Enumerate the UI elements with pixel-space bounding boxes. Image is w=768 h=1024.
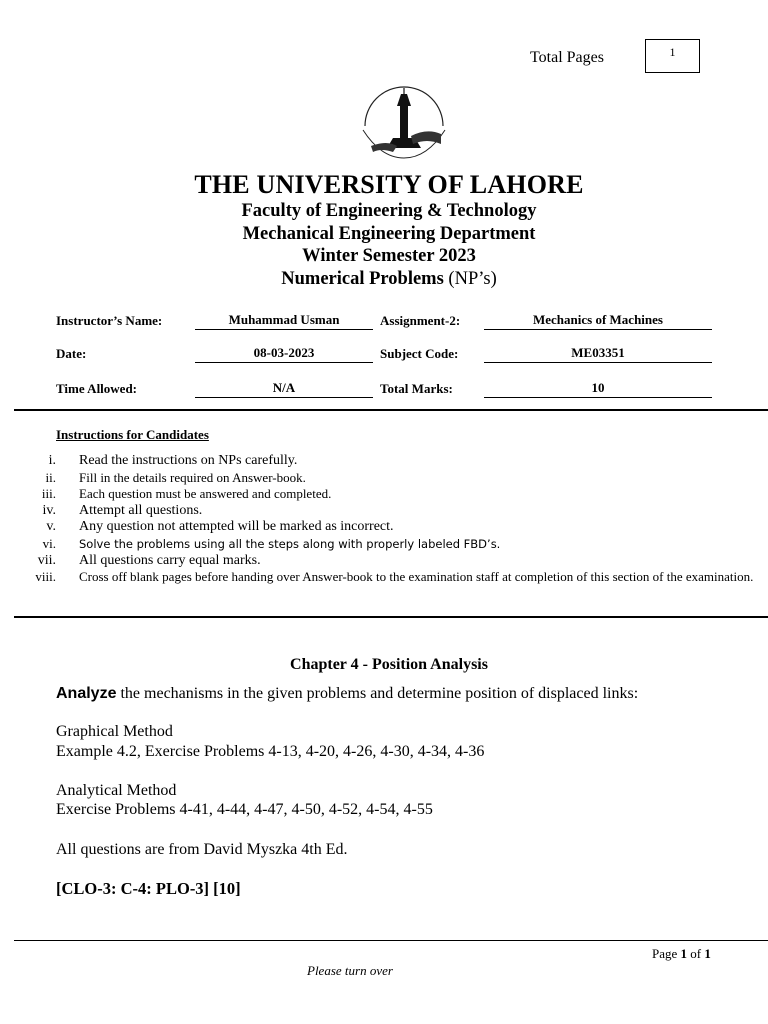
instruction-item xyxy=(28,453,768,470)
graphical-method-problems: Example 4.2, Exercise Problems 4-13, 4-20, 4-26, 4-30, 4-34, 4-36 xyxy=(56,743,485,760)
instruction-number: vi. xyxy=(42,535,56,551)
analytical-method-title: Analytical Method xyxy=(56,782,177,799)
instruction-item xyxy=(28,503,768,520)
time-allowed-label: Time Allowed: xyxy=(56,381,138,396)
source-note: All questions are from David Myszka 4th Ed. xyxy=(56,841,348,858)
document-type xyxy=(0,269,768,290)
instruction-text: Fill in the details required on Answer-book. xyxy=(79,469,306,485)
instruction-item xyxy=(28,470,768,487)
divider-footer xyxy=(14,940,768,941)
instruction-number: iii. xyxy=(41,486,56,502)
document-type-abbr: (NP’s) xyxy=(448,269,497,289)
instruction-number: iv. xyxy=(42,502,56,518)
chapter-title: Chapter 4 - Position Analysis xyxy=(290,656,488,673)
page-current: 1 xyxy=(680,946,688,961)
instruction-text: Cross off blank pages before handing over Answer-book to the examination staff at completion of this section of the examination. xyxy=(79,569,754,585)
subject-code-value: ME03351 xyxy=(484,345,712,363)
instructions-list xyxy=(28,453,768,601)
page-total: 1 xyxy=(704,946,711,961)
document-type-label: Numerical Problems xyxy=(281,269,444,289)
instruction-text: Any question not attempted will be marked as incorrect. xyxy=(79,519,394,535)
clo-mapping: [CLO-3: C-4: PLO-3] [10] xyxy=(56,879,241,898)
analyze-instruction xyxy=(56,685,638,703)
divider-top xyxy=(14,409,768,411)
instruction-item xyxy=(28,519,768,536)
instruction-item xyxy=(28,569,768,601)
please-turn-over: Please turn over xyxy=(307,963,393,978)
instruction-text: Each question must be answered and completed. xyxy=(79,486,332,502)
university-logo xyxy=(361,86,447,160)
analytical-method-problems: Exercise Problems 4-41, 4-44, 4-47, 4-50, 4-52, 4-54, 4-55 xyxy=(56,801,433,818)
instruction-number: vii. xyxy=(37,552,56,568)
faculty-name: Faculty of Engineering & Technology xyxy=(241,201,537,221)
instruction-text: Solve the problems using all the steps along with properly labeled FBD’s. xyxy=(79,536,501,551)
instructions-heading: Instructions for Candidates xyxy=(56,427,209,442)
subject-code-label: Subject Code: xyxy=(380,346,459,361)
total-pages-label: Total Pages xyxy=(530,49,604,66)
university-name: THE UNIVERSITY OF LAHORE xyxy=(194,170,584,199)
graphical-method-title: Graphical Method xyxy=(56,723,173,740)
assignment-value: Mechanics of Machines xyxy=(484,312,712,330)
page-of: of xyxy=(687,946,705,961)
instruction-text: All questions carry equal marks. xyxy=(79,552,261,568)
time-allowed-value: N/A xyxy=(195,380,373,398)
department-name: Mechanical Engineering Department xyxy=(242,224,536,244)
instruction-number: viii. xyxy=(35,569,56,585)
instruction-item xyxy=(28,553,768,570)
instructor-value: Muhammad Usman xyxy=(195,312,373,330)
instruction-item xyxy=(28,536,768,553)
instructor-label: Instructor’s Name: xyxy=(56,313,163,328)
total-pages-box: 1 xyxy=(645,39,700,73)
total-marks-label: Total Marks: xyxy=(380,381,453,396)
instruction-number: ii. xyxy=(45,469,56,485)
divider-middle xyxy=(14,616,768,618)
instruction-number: i. xyxy=(48,453,56,468)
total-marks-value: 10 xyxy=(484,380,712,398)
instruction-text: Read the instructions on NPs carefully. xyxy=(79,453,298,468)
page-number xyxy=(652,946,711,962)
assignment-label: Assignment-2: xyxy=(380,313,461,328)
analyze-text: the mechanisms in the given problems and determine position of displaced links: xyxy=(116,685,639,702)
instruction-text: Attempt all questions. xyxy=(79,502,203,518)
date-value: 08-03-2023 xyxy=(195,345,373,363)
instruction-number: v. xyxy=(46,519,56,535)
instruction-item xyxy=(28,486,768,503)
analyze-keyword: Analyze xyxy=(56,685,117,702)
date-label: Date: xyxy=(56,346,87,361)
semester: Winter Semester 2023 xyxy=(302,246,476,266)
page-prefix: Page xyxy=(652,946,681,961)
